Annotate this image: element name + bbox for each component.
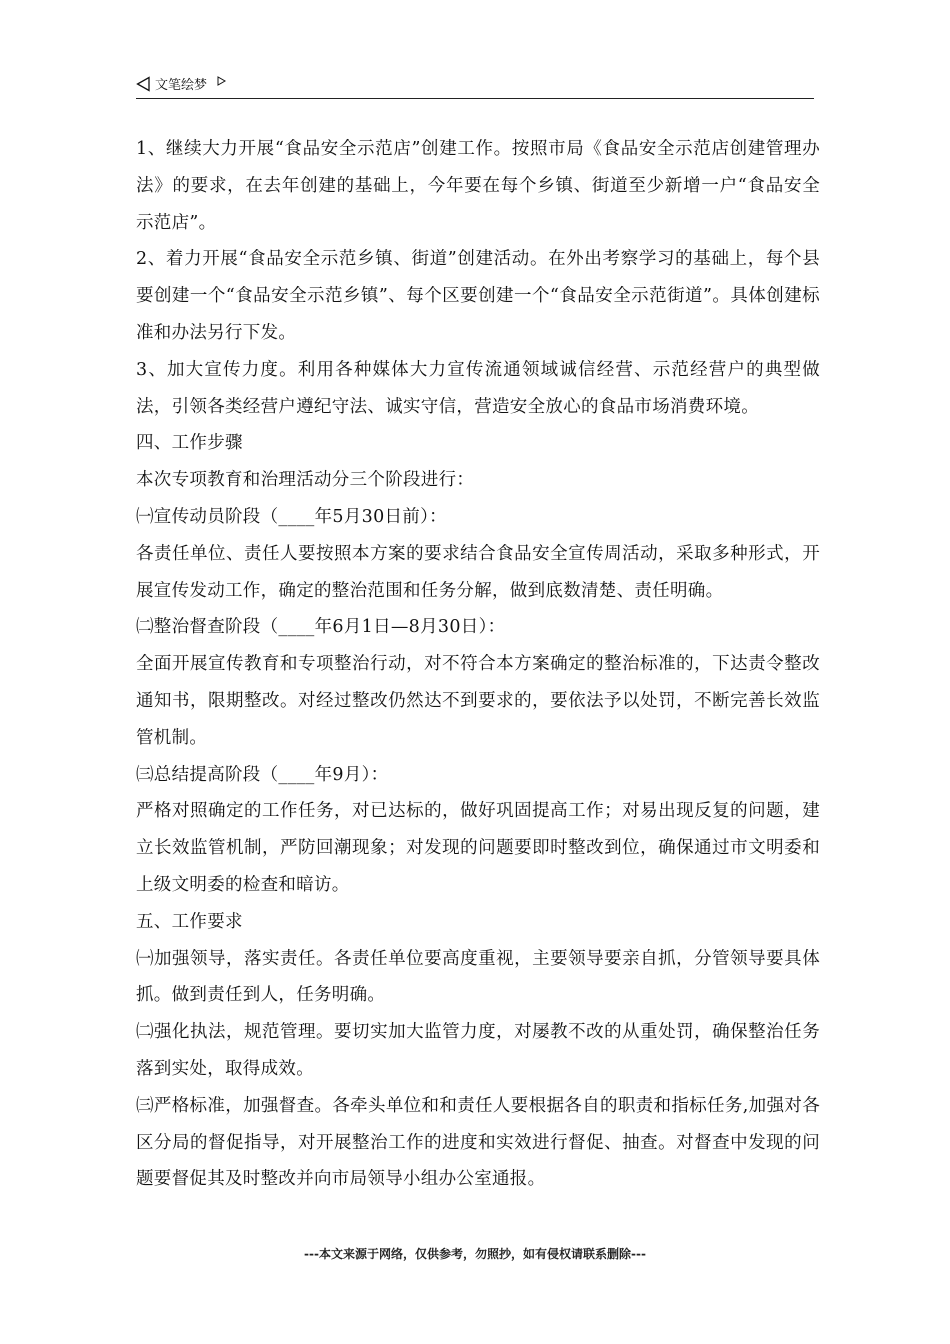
page-header (136, 72, 814, 99)
paragraph: 3、加大宣传力度。利用各种媒体大力宣传流通领域诚信经营、示范经营户的典型做法，引领各类经营户遵纪守法、诚实守信，营造安全放心的食品市场消费环境。 (136, 359, 820, 417)
document-body (136, 131, 820, 1198)
triangle-left-icon (136, 76, 151, 92)
stage-heading: ㈡整治督查阶段（____年6月1日—8月30日）： (136, 617, 506, 638)
brand-name: 文笔绘梦 (155, 78, 208, 93)
source-notice: ---本文来源于网络，仅供参考，勿照抄，如有侵权请联系删除--- (304, 1247, 646, 1261)
triangle-right-icon (217, 76, 226, 86)
section-heading: 五、工作要求 (136, 911, 243, 932)
paragraph: 2、着力开展“食品安全示范乡镇、街道”创建活动。在外出考察学习的基础上，每个县要创建一个“食品安全示范乡镇”、每个区要创建一个“食品安全示范街道”。具体创建标准和办法另行下发。 (136, 249, 820, 343)
paragraph: 严格对照确定的工作任务，对已达标的，做好巩固提高工作；对易出现反复的问题，建立长效监管机制，严防回潮现象；对发现的问题要即时整改到位，确保通过市文明委和上级文明委的检查和暗访。 (136, 801, 820, 895)
paragraph: 1、继续大力开展“食品安全示范店”创建工作。按照市局《食品安全示范店创建管理办法》的要求，在去年创建的基础上，今年要在每个乡镇、街道至少新增一户“食品安全示范店”。 (136, 139, 820, 233)
paragraph: ㈡强化执法，规范管理。要切实加大监管力度，对屡教不改的从重处罚，确保整治任务落到实处，取得成效。 (136, 1022, 820, 1079)
paragraph: ㈢严格标准，加强督查。各牵头单位和和责任人要根据各自的职责和指标任务,加强对各区分局的督促指导，对开展整治工作的进度和实效进行督促、抽查。对督查中发现的问题要督促其及时整改并向市局领导小组办公室通报。 (136, 1095, 820, 1190)
paragraph: 全面开展宣传教育和专项整治行动，对不符合本方案确定的整治标准的，下达责令整改通知书，限期整改。对经过整改仍然达不到要求的，要依法予以处罚，不断完善长效监管机制。 (136, 654, 820, 748)
section-heading: 四、工作步骤 (136, 433, 243, 454)
brand (136, 74, 226, 93)
paragraph: 本次专项教育和治理活动分三个阶段进行： (136, 470, 475, 491)
paragraph: ㈠加强领导，落实责任。各责任单位要高度重视，主要领导要亲自抓，分管领导要具体抓。做到责任到人，任务明确。 (136, 948, 820, 1006)
paragraph: 各责任单位、责任人要按照本方案的要求结合食品安全宣传周活动，采取多种形式，开展宣传发动工作，确定的整治范围和任务分解，做到底数清楚、责任明确。 (136, 543, 820, 601)
stage-heading: ㈠宣传动员阶段（____年5月30日前）： (136, 506, 447, 527)
stage-heading: ㈢总结提高阶段（____年9月）： (136, 764, 389, 785)
